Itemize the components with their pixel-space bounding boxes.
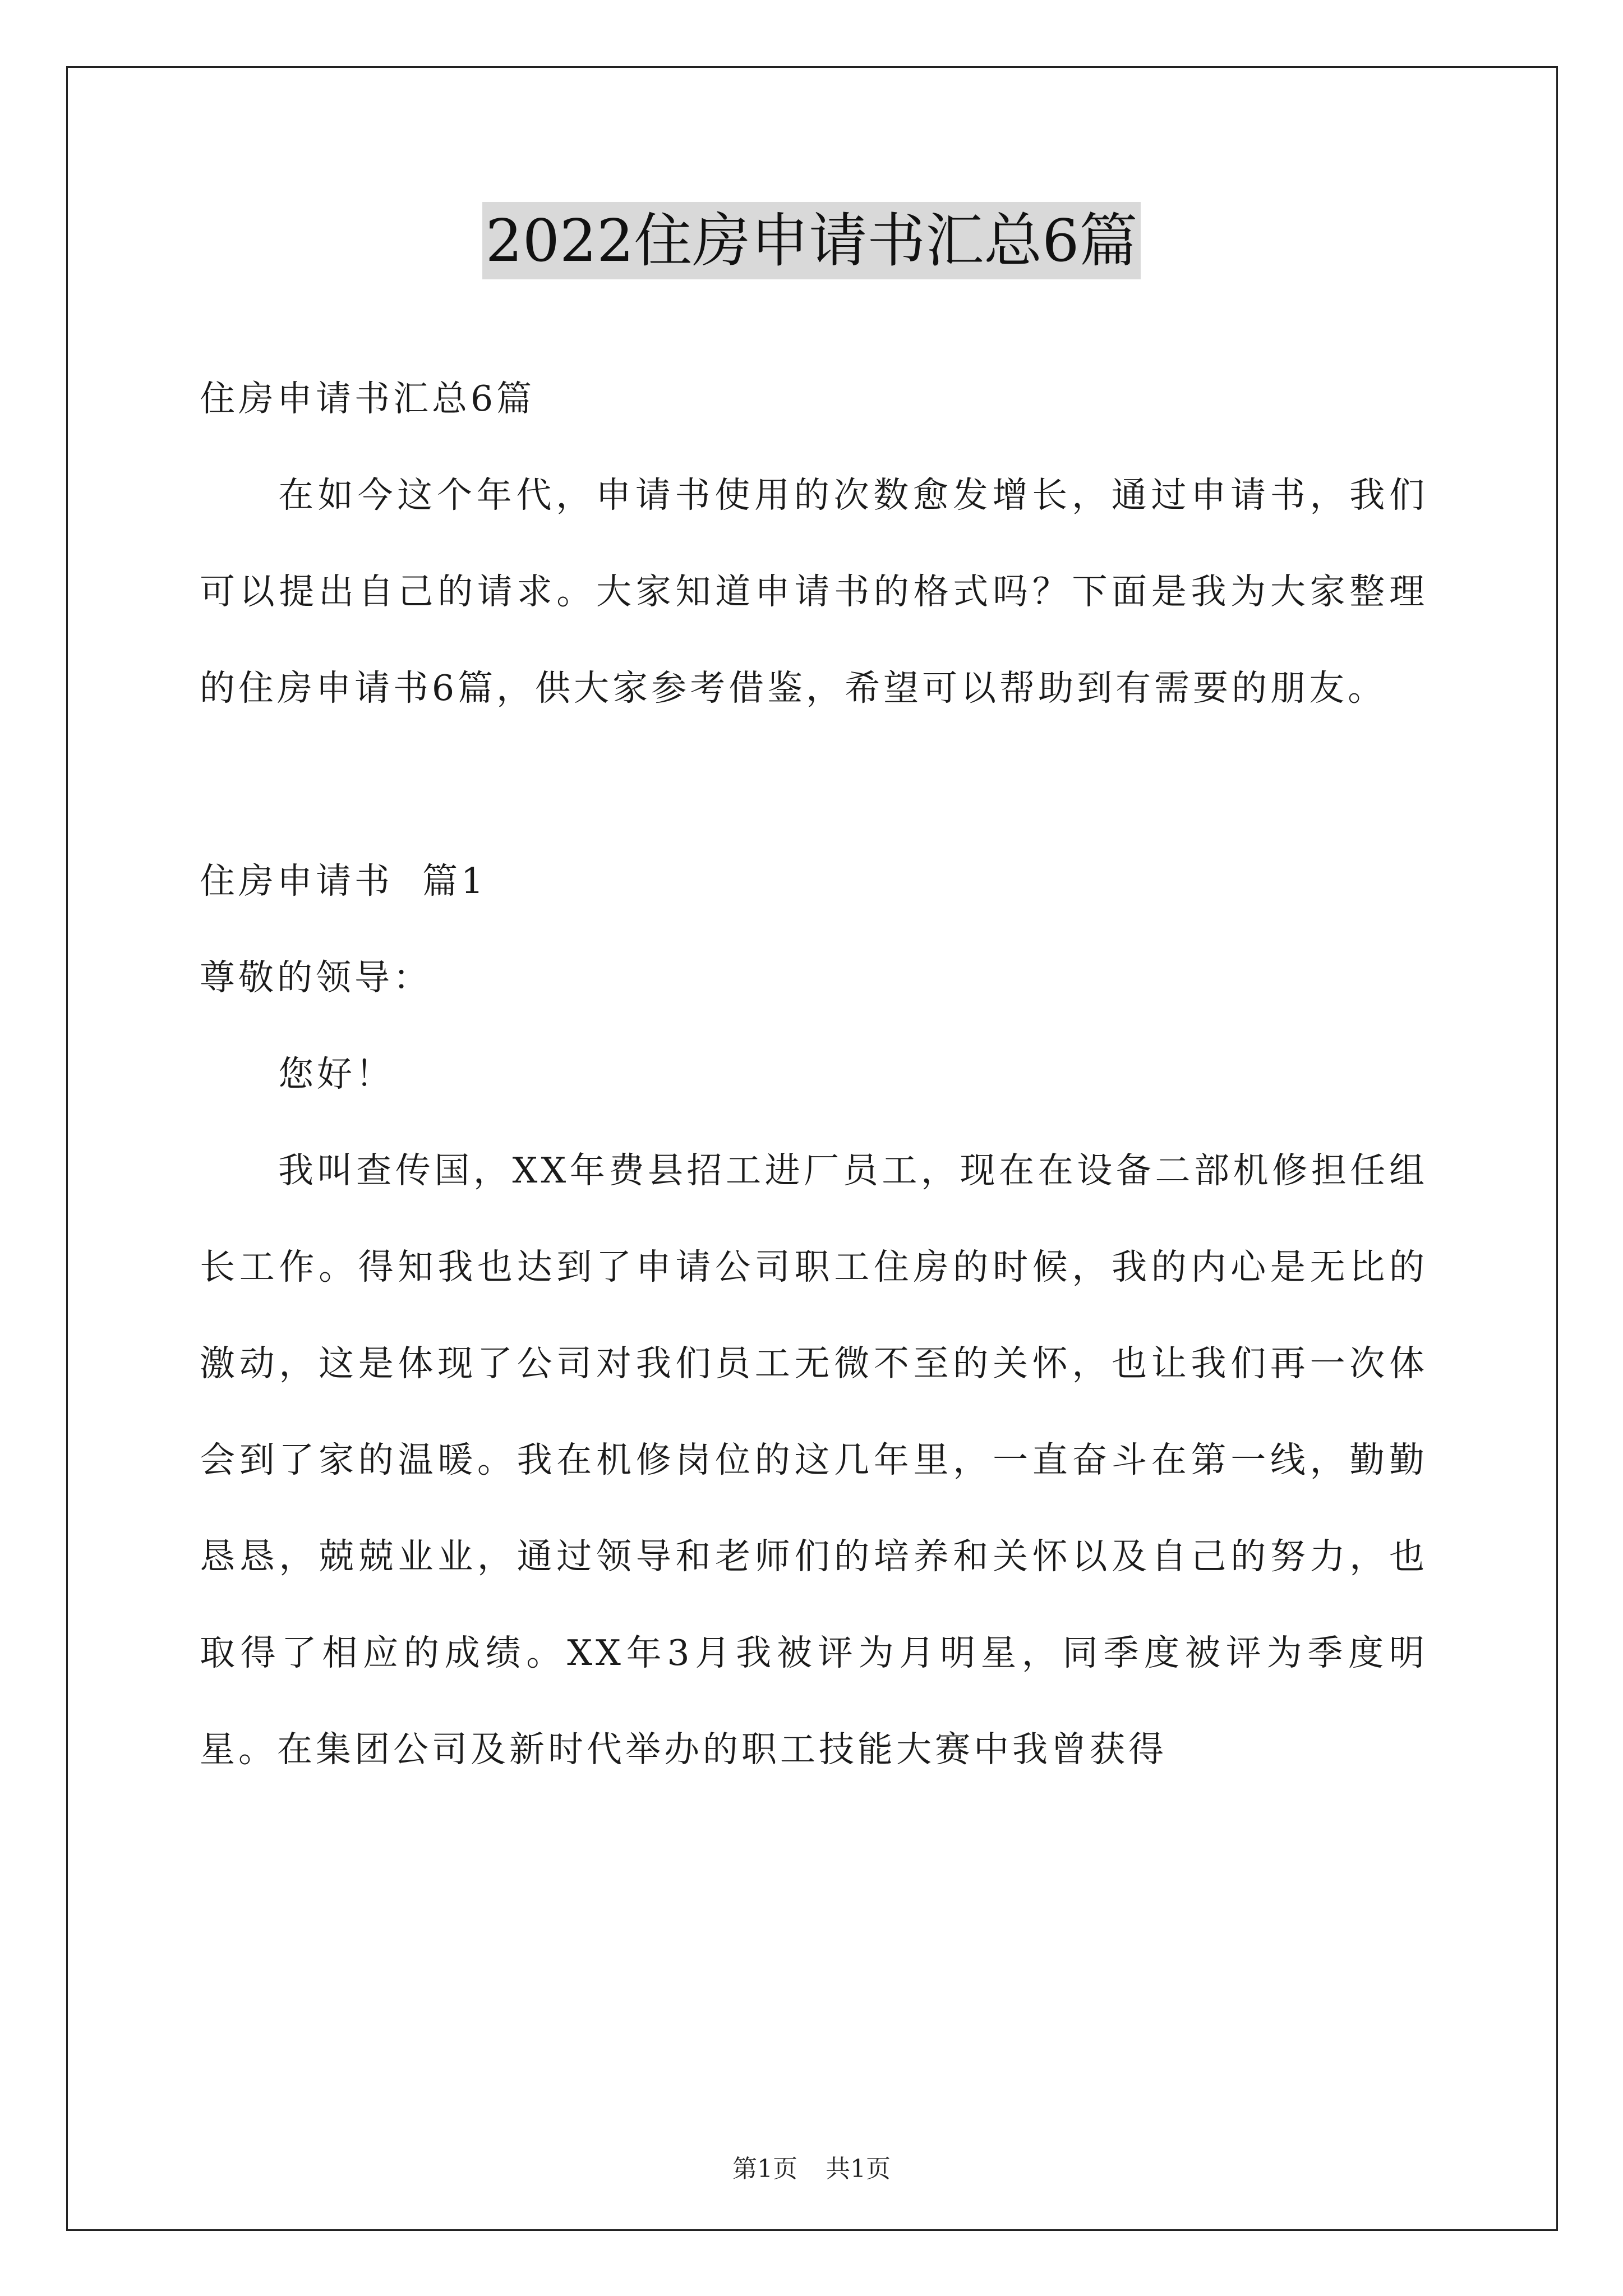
greeting: 您好！	[278, 1053, 394, 1094]
document-title: 2022住房申请书汇总6篇	[482, 202, 1141, 279]
paragraph-gap	[200, 737, 1428, 833]
document-subtitle: 住房申请书汇总6篇	[200, 378, 536, 419]
title-wrap	[0, 202, 1623, 279]
document-body	[200, 351, 1428, 1798]
page-number-current: 第1页	[732, 2155, 797, 2183]
salutation: 尊敬的领导：	[200, 957, 432, 998]
page-footer	[0, 2152, 1623, 2186]
body-paragraph: 我叫查传国，XX年费县招工进厂员工，现在在设备二部机修担任组长工作。得知我也达到了申请公司职工住房的时候，我的内心是无比的激动，这是体现了公司对我们员工无微不至的关怀，也让我们再一次体会到了家的温暖。我在机修岗位的这几年里，一直奋斗在第一线，勤勤恳恳，兢兢业业，通过领导和老师们的培养和关怀以及自己的努力，也取得了相应的成绩。XX年3月我被评为月明星，同季度被评为季度明星。在集团公司及新时代举办的职工技能大赛中我曾获得	[200, 1150, 1428, 1770]
section-heading: 住房申请书 篇1	[200, 861, 487, 901]
page-number-total: 共1页	[826, 2155, 891, 2183]
intro-paragraph: 在如今这个年代，申请书使用的次数愈发增长，通过申请书，我们可以提出自己的请求。大家知道申请书的格式吗？下面是我为大家整理的住房申请书6篇，供大家参考借鉴，希望可以帮助到有需要的朋友。	[200, 475, 1428, 708]
